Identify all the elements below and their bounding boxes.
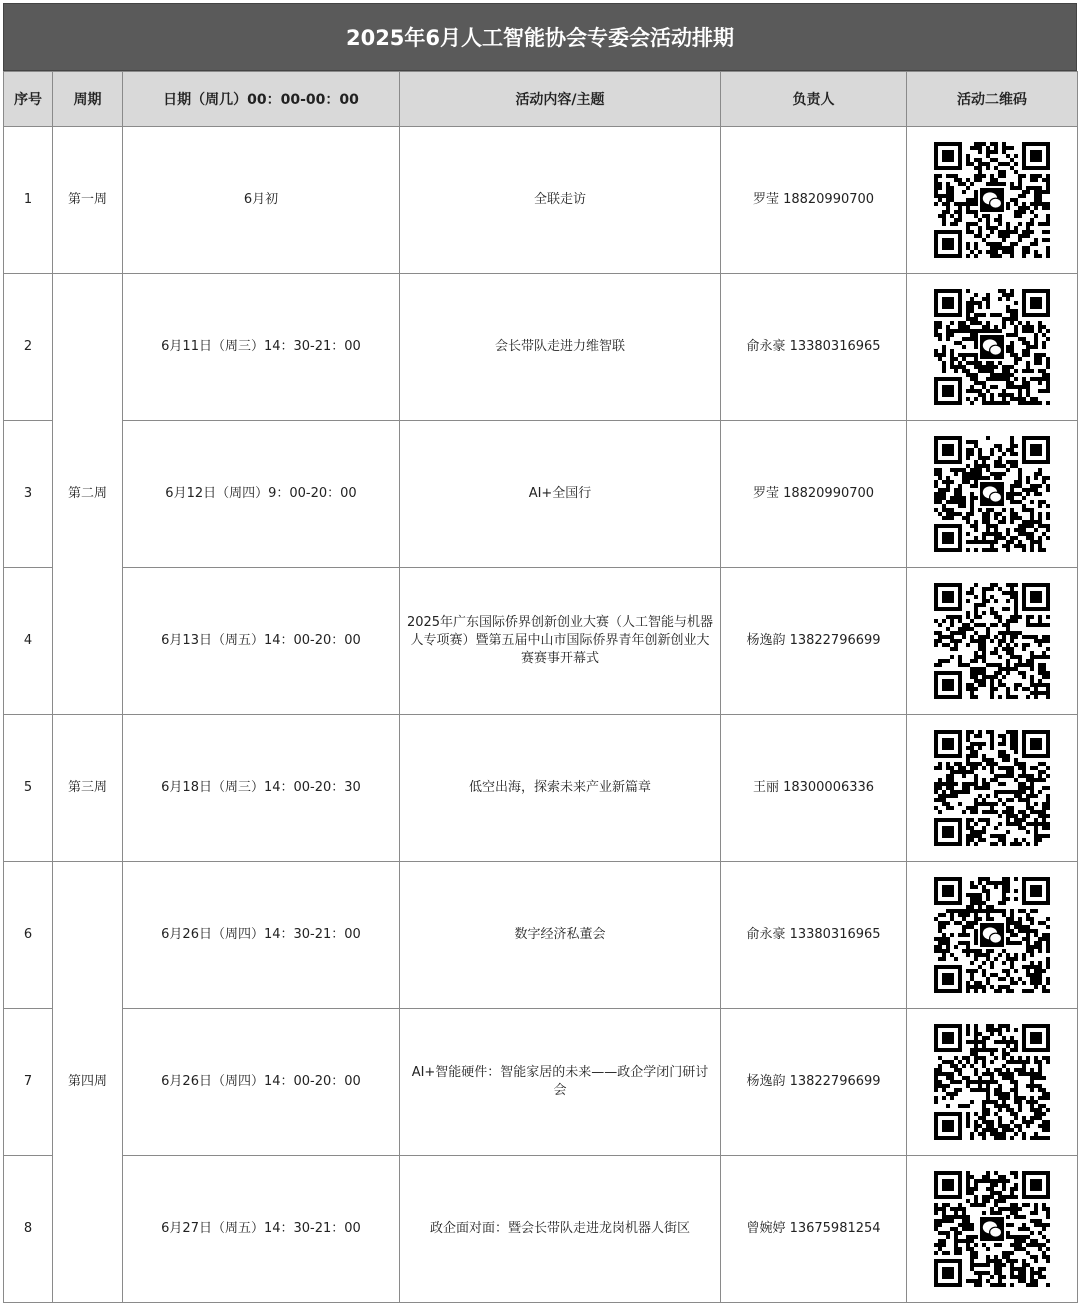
date-cell: 6月13日（周五）14：00-20：00 (123, 568, 400, 715)
content-cell: 低空出海，探索未来产业新篇章 (400, 715, 721, 862)
table-row (4, 421, 1078, 568)
table-row (4, 274, 1078, 421)
date-cell: 6月26日（周四）14：30-21：00 (123, 862, 400, 1009)
week-cell: 第四周 (53, 862, 123, 1303)
owner-cell: 罗莹 18820990700 (721, 421, 907, 568)
header-qr: 活动二维码 (907, 72, 1078, 127)
seq-cell: 6 (4, 862, 53, 1009)
qr-cell (907, 715, 1078, 862)
content-cell: AI+全国行 (400, 421, 721, 568)
qr-code-icon[interactable] (934, 877, 1050, 993)
date-cell: 6月27日（周五）14：30-21：00 (123, 1156, 400, 1303)
table-row (4, 1009, 1078, 1156)
table-row (4, 127, 1078, 274)
schedule-table (3, 71, 1078, 1303)
date-cell: 6月11日（周三）14：30-21：00 (123, 274, 400, 421)
seq-cell: 7 (4, 1009, 53, 1156)
qr-cell (907, 568, 1078, 715)
owner-cell: 杨逸韵 13822796699 (721, 568, 907, 715)
header-row (4, 72, 1078, 127)
table-row (4, 715, 1078, 862)
qr-code-icon[interactable] (934, 583, 1050, 699)
owner-cell: 罗莹 18820990700 (721, 127, 907, 274)
week-cell: 第一周 (53, 127, 123, 274)
owner-cell: 王丽 18300006336 (721, 715, 907, 862)
seq-cell: 4 (4, 568, 53, 715)
content-cell: 政企面对面：暨会长带队走进龙岗机器人街区 (400, 1156, 721, 1303)
qr-cell (907, 1009, 1078, 1156)
qr-cell (907, 127, 1078, 274)
week-cell: 第二周 (53, 274, 123, 715)
owner-cell: 俞永豪 13380316965 (721, 274, 907, 421)
qr-code-icon[interactable] (934, 289, 1050, 405)
qr-cell (907, 1156, 1078, 1303)
table-row (4, 1156, 1078, 1303)
content-cell: 会长带队走进力维智联 (400, 274, 721, 421)
content-cell: AI+智能硬件：智能家居的未来——政企学闭门研讨会 (400, 1009, 721, 1156)
seq-cell: 8 (4, 1156, 53, 1303)
qr-code-icon[interactable] (934, 730, 1050, 846)
header-date: 日期（周几）00：00-00：00 (123, 72, 400, 127)
owner-cell: 杨逸韵 13822796699 (721, 1009, 907, 1156)
header-owner: 负责人 (721, 72, 907, 127)
owner-cell: 曾婉婷 13675981254 (721, 1156, 907, 1303)
table-row (4, 568, 1078, 715)
date-cell: 6月12日（周四）9：00-20：00 (123, 421, 400, 568)
content-cell: 数字经济私董会 (400, 862, 721, 1009)
seq-cell: 3 (4, 421, 53, 568)
header-week: 周期 (53, 72, 123, 127)
page-title: 2025年6月人工智能协会专委会活动排期 (3, 3, 1077, 71)
table-row (4, 862, 1078, 1009)
qr-cell (907, 862, 1078, 1009)
schedule-sheet (3, 3, 1077, 1303)
qr-code-icon[interactable] (934, 436, 1050, 552)
qr-code-icon[interactable] (934, 1024, 1050, 1140)
header-content: 活动内容/主题 (400, 72, 721, 127)
date-cell: 6月初 (123, 127, 400, 274)
qr-code-icon[interactable] (934, 1171, 1050, 1287)
seq-cell: 5 (4, 715, 53, 862)
week-cell: 第三周 (53, 715, 123, 862)
date-cell: 6月18日（周三）14：00-20：30 (123, 715, 400, 862)
header-seq: 序号 (4, 72, 53, 127)
qr-code-icon[interactable] (934, 142, 1050, 258)
owner-cell: 俞永豪 13380316965 (721, 862, 907, 1009)
content-cell: 全联走访 (400, 127, 721, 274)
date-cell: 6月26日（周四）14：00-20：00 (123, 1009, 400, 1156)
qr-cell (907, 274, 1078, 421)
seq-cell: 1 (4, 127, 53, 274)
qr-cell (907, 421, 1078, 568)
content-cell: 2025年广东国际侨界创新创业大赛（人工智能与机器人专项赛）暨第五届中山市国际侨界青年创新创业大赛赛事开幕式 (400, 568, 721, 715)
seq-cell: 2 (4, 274, 53, 421)
